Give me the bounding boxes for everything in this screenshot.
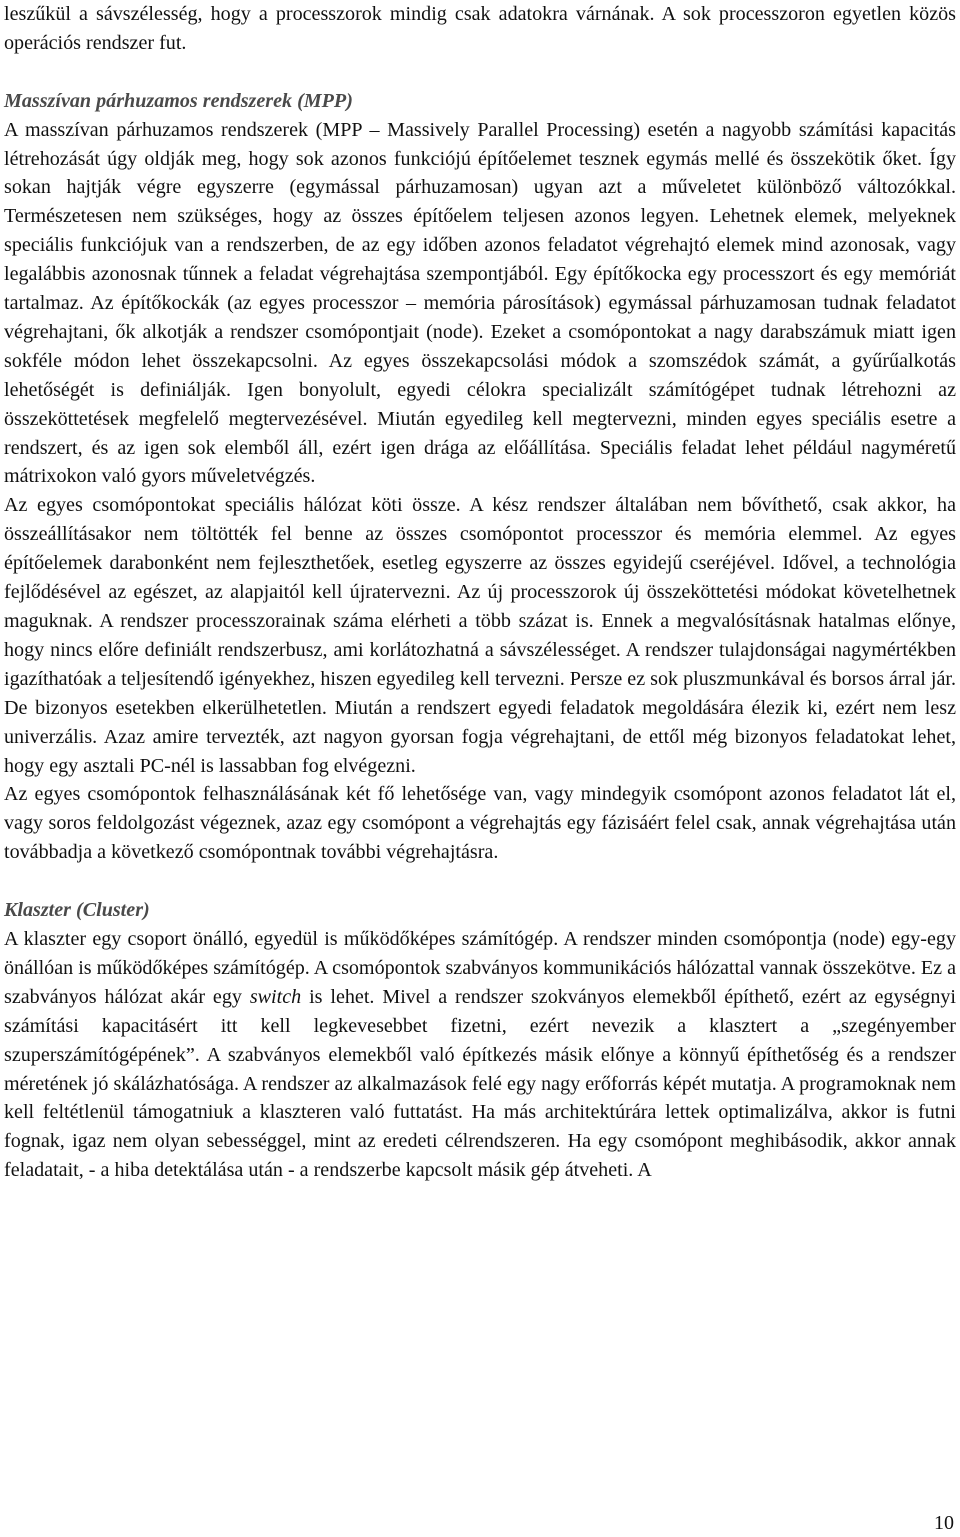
mpp-paragraph-1: A masszívan párhuzamos rendszerek (MPP – Massively Parallel Processing) esetén a nagyobb számítási kapacitás létrehozását úgy oldják meg, hogy sok azonos funkciójú építőelemet tesznek egymás mellé és összekötik őket. Így sokan hajtják végre egyszerre (egymással párhuzamosan) ugyan azt a műveletet különböző változókkal. Természetesen nem szükséges, hogy az összes építőelem teljesen azonos legyen. Lehetnek elemek, melyeknek speciális funkciójuk van a rendszerben, de az egy időben azonos feladatot végrehajtó elemek mind azonosak, vagy legalábbis azonosnak tűnnek a feladat végrehajtása szempontjából. Egy építőkocka egy processzort és egy memóriát tartalmaz. Az építőkockák (az egyes processzor – memória párosítások) egymással párhuzamosan tudnak feladatot végrehajtani, ők alkotják a rendszer csomópontjait (node). Ezeket a csomópontokat a nagy darabszámuk miatt igen sokféle módon lehet összekapcsolni. Az egyes összekapcsolási módok a szomszédok számát, a gyűrűalkotás lehetőségét is definiálják. Igen bonyolult, egyedi célokra specializált számítógépet tudnak létrehozni az összeköttetések megfelelő megtervezésével. Miután egyedileg kell megtervezni, minden egyes speciális esetre a rendszert, és az igen sok elemből áll, ezért igen drága az előállítása. Speciális feladat lehet például nagyméretű mátrixokon való gyors műveletvégzés. (4, 118, 956, 488)
mpp-heading: Masszívan párhuzamos rendszerek (MPP) (4, 89, 353, 112)
mpp-paragraph-2: Az egyes csomópontokat speciális hálózat köti össze. A kész rendszer általában nem bővíthető, csak akkor, ha összeállításakor nem töltötték fel benne az összes csomópontot processzor és memória elemmel. Az egyes építőelemek darabonként nem fejleszthetőek, esetleg egyszerre az összes egyidejű cseréjével. Idővel, a technológia fejlődésével az egészet, az alapjaitól kell újratervezni. Az új processzorok új összeköttetési módokat követelhetnek maguknak. A rendszer processzorainak száma elérheti a több százat is. Ennek a megvalósításnak hatalmas előnye, hogy nincs előre definiált rendszerbusz, ami korlátozhatná a sávszélességet. A rendszer tulajdonságai nagymértékben igazíthatóak a teljesítendő igényekhez, hiszen egyedileg kell tervezni. Persze ez sok pluszmunkával és borsos árral jár. De bizonyos esetekben elkerülhetetlen. Miután a rendszert egyedi feladatok megoldására élezik ki, ezért nem lesz univerzális. Azaz amire tervezték, azt nagyon gyorsan fogja végrehajtani, de ettől még bizonyos feladatokat lehet, hogy egy asztali PC-nél is lassabban fog elvégezni. (4, 494, 956, 777)
document-page (4, 0, 956, 1185)
cluster-text-end: is lehet. Mivel a rendszer szokványos elemekből építhető, ezért az egységnyi számítási kapacitásért itt kell legkevesebbet fizetni, ezért nevezik a klasztert a „szegényember szuperszámítógépének”. A szabványos elemekből való építkezés másik előnye a könnyű építhetőség és a rendszer méretének jó skálázhatósága. A rendszer az alkalmazások felé egy nagy erőforrás képét mutatja. A programoknak nem kell feltétlenül támogatniuk a klaszteren való futtatást. Ha más architektúrára lettek optimalizálva, akkor is futni fognak, igaz nem olyan sebességgel, mint az eredeti célrendszeren. Ha egy csomópont meghibásodik, akkor annak feladatait, - a hiba detektálása után - a rendszerbe kapcsolt másik gép átveheti. A (4, 985, 956, 1182)
cluster-paragraph (4, 925, 956, 1185)
page-number: 10 (934, 1512, 954, 1534)
spacer (4, 867, 956, 896)
cluster-heading: Klaszter (Cluster) (4, 899, 150, 922)
intro-paragraph: leszűkül a sávszélesség, hogy a processzorok mindig csak adatokra várnának. A sok processzoron egyetlen közös operációs rendszer fut. (4, 3, 956, 54)
spacer (4, 58, 956, 87)
cluster-text-start: A klaszter egy csoport önálló, egyedül is működőképes számítógép. A rendszer minden csomópontja (node) egy-egy önállóan is működőképes számítógép. A csomópontok szabványos kommunikációs hálózattal vannak összekötve. Ez a szabványos hálózat akár egy (4, 927, 957, 1008)
mpp-paragraph-3: Az egyes csomópontok felhasználásának két fő lehetősége van, vagy mindegyik csomópont azonos feladatot lát el, vagy soros feldolgozást végeznek, azaz egy csomópont a végrehajtás egy fázisáért felel csak, annak végrehajtása után továbbadja a következő csomópontnak további végrehajtásra. (4, 783, 956, 864)
switch-term: switch (249, 985, 302, 1008)
